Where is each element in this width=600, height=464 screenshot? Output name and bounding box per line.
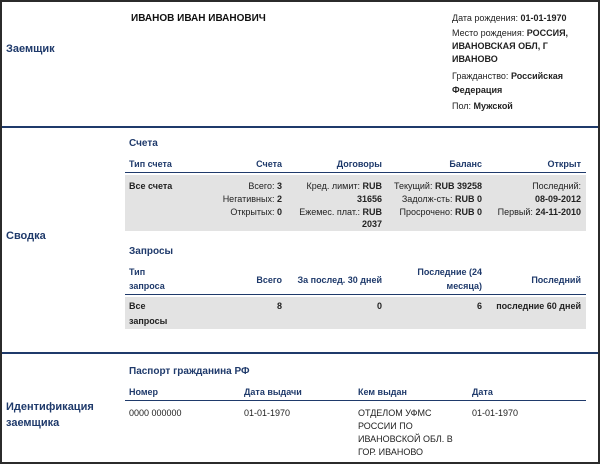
balance-current bbox=[386, 181, 482, 191]
inquiries-header-type-2: запроса bbox=[129, 281, 165, 291]
opened-last-value: 08-09-2012 bbox=[534, 194, 581, 204]
citizenship-line bbox=[452, 71, 563, 81]
section-divider-2 bbox=[2, 352, 598, 354]
accounts-negative-label: Негативных: bbox=[222, 194, 275, 204]
passport-issued-by-2: РОССИИ ПО bbox=[358, 421, 413, 431]
inquiries-total-value: 8 bbox=[276, 301, 282, 311]
id-header-number: Номер bbox=[129, 387, 159, 397]
citizenship-value-1: Российская bbox=[510, 71, 563, 81]
id-header-rule bbox=[125, 400, 586, 401]
accounts-total-value: 3 bbox=[276, 181, 282, 191]
accounts-total bbox=[196, 181, 282, 191]
balance-debt-value: RUB 0 bbox=[454, 194, 482, 204]
passport-issue-date: 01-01-1970 bbox=[244, 408, 291, 418]
accounts-negative bbox=[196, 194, 282, 204]
id-header-issue-date: Дата выдачи bbox=[244, 387, 302, 397]
pob-value-3: ИВАНОВО bbox=[452, 54, 498, 64]
monthly-payment-line bbox=[290, 207, 382, 217]
inquiries-header-total: Всего bbox=[256, 275, 282, 285]
opened-last-label: Последний: bbox=[532, 181, 581, 191]
balance-overdue-value: RUB 0 bbox=[454, 207, 482, 217]
balance-debt-label: Задолж-сть: bbox=[401, 194, 453, 204]
accounts-header-accounts: Счета bbox=[256, 159, 282, 169]
opened-first-value: 24-11-2010 bbox=[535, 207, 581, 217]
inquiries-row-type-1: Все bbox=[129, 301, 146, 311]
id-header-date: Дата bbox=[472, 387, 493, 397]
balance-current-label: Текущий: bbox=[393, 181, 433, 191]
accounts-header-opened: Открыт bbox=[547, 159, 581, 169]
inquiries-header-rule bbox=[125, 294, 586, 295]
summary-section-label: Сводка bbox=[6, 230, 46, 242]
monthly-payment-label: Ежемес. плат.: bbox=[299, 207, 360, 217]
monthly-payment-currency: RUB bbox=[362, 207, 382, 217]
inquiries-header-last30: За послед. 30 дней bbox=[297, 275, 382, 285]
pob-label: Место рождения: bbox=[452, 28, 525, 38]
identification-section-label-1: Идентификация bbox=[6, 401, 94, 413]
dob-line bbox=[452, 13, 567, 23]
pob-value-1: РОССИЯ, bbox=[526, 28, 569, 38]
passport-issued-by-1: ОТДЕЛОМ УФМС bbox=[358, 408, 432, 418]
balance-overdue-label: Просрочено: bbox=[399, 207, 453, 217]
passport-issued-by-4: ГОР. ИВАНОВО bbox=[358, 447, 424, 457]
inquiries-last-value: последние 60 дней bbox=[496, 301, 581, 311]
accounts-header-rule bbox=[125, 172, 586, 173]
inquiries-last30-value: 0 bbox=[376, 301, 382, 311]
borrower-section-label: Заемщик bbox=[6, 43, 55, 55]
citizenship-label: Гражданство: bbox=[452, 71, 509, 81]
balance-debt bbox=[386, 194, 482, 204]
opened-first bbox=[486, 207, 581, 217]
accounts-open-label: Открытых: bbox=[230, 207, 275, 217]
borrower-name: ИВАНОВ ИВАН ИВАНОВИЧ bbox=[131, 13, 266, 24]
opened-first-label: Первый: bbox=[497, 207, 533, 217]
identification-section-label-2: заемщика bbox=[6, 417, 60, 429]
credit-limit-label: Кред. лимит: bbox=[306, 181, 360, 191]
citizenship-value-2: Федерация bbox=[452, 85, 503, 95]
passport-number: 0000 000000 bbox=[129, 408, 182, 418]
sex-value: Мужской bbox=[473, 101, 513, 111]
credit-limit-currency: RUB bbox=[362, 181, 382, 191]
accounts-header-balance: Баланс bbox=[449, 159, 482, 169]
inquiries-header-last24-2: месяца) bbox=[446, 281, 482, 291]
inquiries-header-type-1: Тип bbox=[129, 267, 146, 277]
accounts-negative-value: 2 bbox=[276, 194, 282, 204]
accounts-header-contracts: Договоры bbox=[336, 159, 382, 169]
accounts-total-label: Всего: bbox=[248, 181, 275, 191]
sex-label: Пол: bbox=[452, 101, 472, 111]
pob-value-2: ИВАНОВСКАЯ ОБЛ, Г bbox=[452, 41, 548, 51]
passport-title: Паспорт гражданина РФ bbox=[129, 366, 250, 377]
credit-limit-line bbox=[290, 181, 382, 191]
balance-overdue bbox=[386, 207, 482, 217]
sex-line bbox=[452, 101, 513, 111]
pob-line1 bbox=[452, 28, 568, 38]
credit-limit-amount: 31656 bbox=[356, 194, 382, 204]
balance-current-value: RUB 39258 bbox=[434, 181, 482, 191]
passport-issued-by-3: ИВАНОВСКОЙ ОБЛ. В bbox=[358, 434, 453, 444]
section-divider-1 bbox=[2, 126, 598, 128]
accounts-row-label: Все счета bbox=[129, 181, 173, 191]
inquiries-row-type-2: запросы bbox=[129, 316, 168, 326]
dob-value: 01-01-1970 bbox=[520, 13, 567, 23]
dob-label: Дата рождения: bbox=[452, 13, 518, 23]
id-header-issued-by: Кем выдан bbox=[358, 387, 407, 397]
passport-date: 01-01-1970 bbox=[472, 408, 519, 418]
inquiries-header-last24-1: Последние (24 bbox=[417, 267, 482, 277]
accounts-open bbox=[196, 207, 282, 217]
inquiries-header-last: Последний bbox=[531, 275, 581, 285]
inquiries-title: Запросы bbox=[129, 246, 174, 257]
accounts-title: Счета bbox=[129, 138, 158, 149]
monthly-payment-amount: 2037 bbox=[361, 219, 382, 229]
accounts-open-value: 0 bbox=[276, 207, 282, 217]
accounts-header-type: Тип счета bbox=[129, 159, 172, 169]
inquiries-last24-value: 6 bbox=[476, 301, 482, 311]
